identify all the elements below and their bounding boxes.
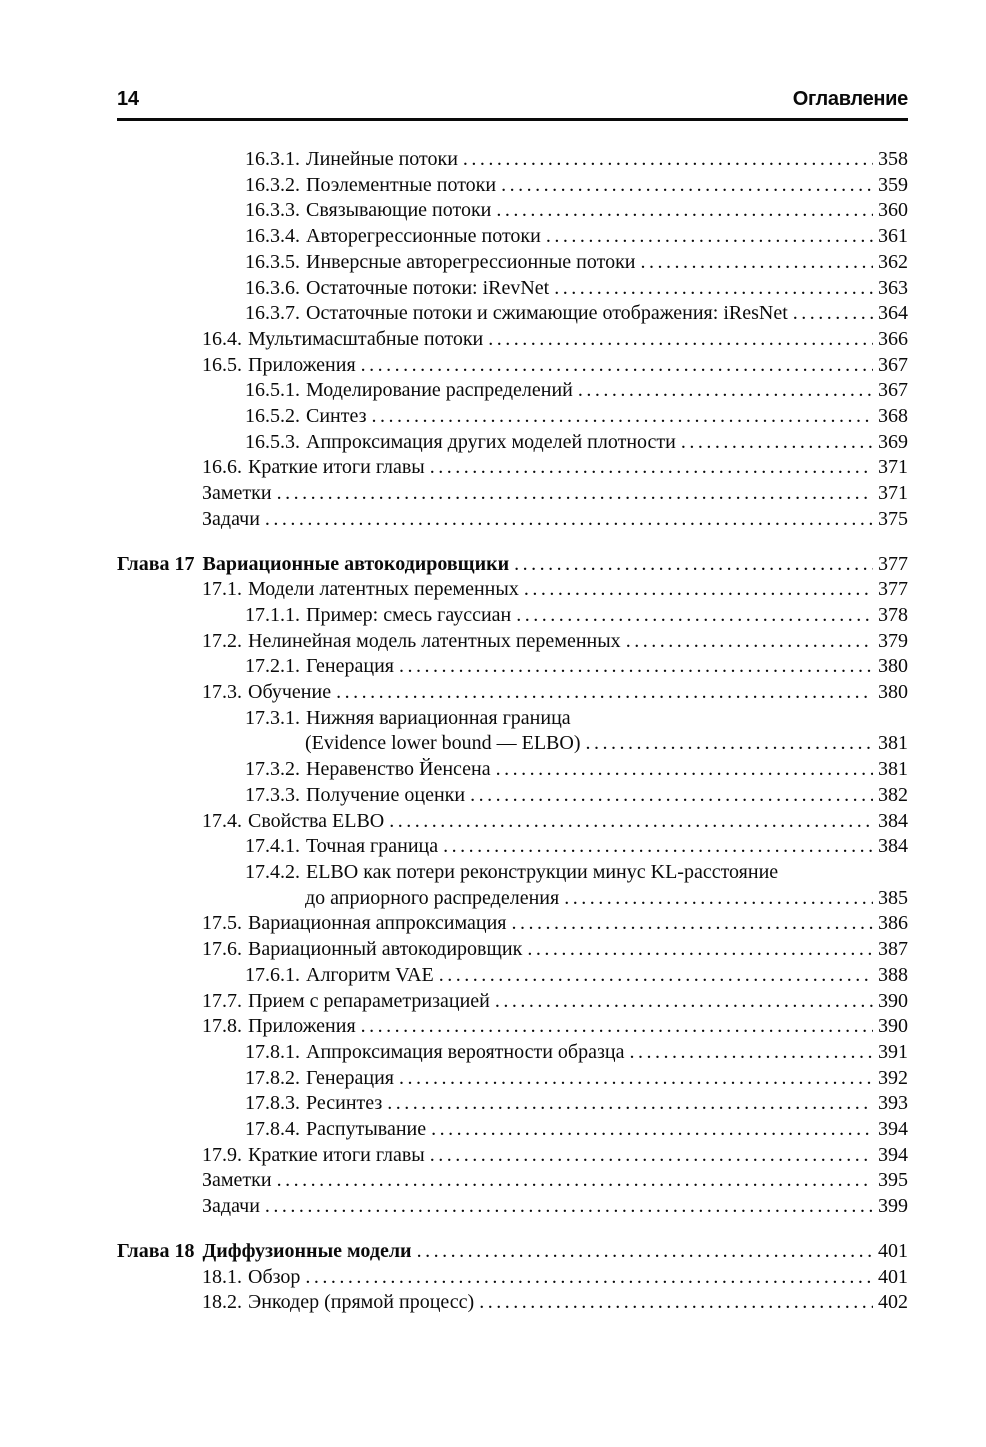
toc-entry (117, 1091, 908, 1117)
dot-leader (470, 783, 873, 809)
toc-entry (117, 1265, 908, 1291)
entry-title: Вариационная аппроксимация (248, 912, 507, 935)
dot-leader (501, 173, 873, 199)
entry-title: Алгоритм VAE (306, 963, 434, 986)
toc-entry (117, 783, 908, 809)
entry-page: 363 (878, 276, 908, 299)
entry-page: 384 (878, 835, 908, 858)
entry-number: 17.8.1. (245, 1040, 300, 1063)
page-number: 14 (117, 88, 139, 110)
entry-title: Краткие итоги главы (248, 456, 425, 479)
entry-title: Заметки (202, 1169, 272, 1192)
toc-entry (117, 1143, 908, 1169)
dot-leader (399, 1066, 873, 1092)
entry-number: 17.8.4. (245, 1118, 300, 1141)
entry-number: 16.3.6. (245, 276, 300, 299)
dot-leader (277, 481, 873, 507)
entry-title: Модели латентных переменных (248, 578, 519, 601)
entry-title: Аппроксимация вероятности образца (306, 1040, 625, 1063)
entry-page: 369 (878, 430, 908, 453)
entry-page: 390 (878, 989, 908, 1012)
toc-entry (117, 809, 908, 835)
entry-title: Энкодер (прямой процесс) (248, 1291, 475, 1314)
entry-number: 17.2.1. (245, 655, 300, 678)
entry-title: Остаточные потоки: iRevNet (306, 276, 550, 299)
toc-entry (117, 706, 908, 732)
entry-title: Заметки (202, 482, 272, 505)
entry-title: Поэлементные потоки (306, 173, 497, 196)
dot-leader (431, 1117, 873, 1143)
entry-page: 361 (878, 225, 908, 248)
dot-leader (524, 577, 873, 603)
entry-page: 381 (878, 732, 908, 755)
entry-page: 368 (878, 405, 908, 428)
toc-entry (117, 276, 908, 302)
toc-entry (117, 963, 908, 989)
dot-leader (578, 378, 873, 404)
toc-entry (117, 731, 908, 757)
dot-leader (554, 276, 873, 302)
entry-page: 377 (878, 578, 908, 601)
entry-title: Обзор (248, 1265, 301, 1288)
entry-page: 371 (878, 482, 908, 505)
toc-entry (117, 1239, 908, 1265)
dot-leader (463, 147, 873, 173)
dot-leader (389, 809, 873, 835)
entry-number: 16.6. (202, 456, 242, 479)
entry-number: 16.3.1. (245, 148, 300, 170)
dot-leader (629, 1040, 873, 1066)
dot-leader (443, 834, 873, 860)
dot-leader (546, 224, 873, 250)
toc-entry (117, 1066, 908, 1092)
dot-leader (793, 301, 873, 327)
entry-number: 17.5. (202, 912, 242, 935)
entry-title: Остаточные потоки и сжимающие отображения: iResNet (306, 302, 788, 325)
dot-leader (564, 886, 873, 912)
dot-leader (336, 680, 873, 706)
entry-title: Вариационные автокодировщики (202, 552, 510, 575)
entry-number: 17.4.2. (245, 860, 300, 883)
entry-page: 381 (878, 758, 908, 781)
entry-title: Неравенство Йенсена (306, 758, 491, 781)
entry-number: 17.8. (202, 1015, 242, 1038)
entry-page: 401 (878, 1239, 908, 1262)
entry-number: 17.8.3. (245, 1092, 300, 1115)
dot-leader (265, 1194, 873, 1220)
toc-entry (117, 455, 908, 481)
dot-leader (495, 989, 873, 1015)
entry-title: Краткие итоги главы (248, 1143, 425, 1166)
entry-number: 16.4. (202, 327, 242, 350)
entry-number: 17.4. (202, 809, 242, 832)
toc-entry (117, 911, 908, 937)
toc-entry (117, 198, 908, 224)
dot-leader (512, 911, 873, 937)
dot-leader (439, 963, 873, 989)
toc-entry (117, 886, 908, 912)
dot-leader (361, 1014, 873, 1040)
entry-number: 17.6.1. (245, 963, 300, 986)
toc-entry (117, 1014, 908, 1040)
entry-title: Аппроксимация других моделей плотности (306, 430, 676, 453)
entry-title: Задачи (202, 1195, 260, 1218)
dot-leader (488, 327, 873, 353)
entry-title: Приложения (248, 353, 356, 376)
entry-number: 17.7. (202, 989, 242, 1012)
dot-leader (681, 430, 873, 456)
toc-entry (117, 250, 908, 276)
dot-leader (496, 198, 873, 224)
entry-page: 385 (878, 886, 908, 909)
dot-leader (496, 757, 873, 783)
dot-leader (372, 404, 873, 430)
entry-number: 16.3.7. (245, 302, 300, 325)
entry-title: Генерация (306, 655, 394, 678)
entry-page: 387 (878, 938, 908, 961)
toc-entry (117, 1040, 908, 1066)
toc-entry (117, 147, 908, 173)
toc-entry (117, 860, 908, 886)
dot-leader (514, 552, 873, 578)
entry-page: 380 (878, 655, 908, 678)
dot-leader (417, 1239, 873, 1265)
entry-title: до априорного распределения (305, 886, 560, 909)
entry-title: Получение оценки (306, 783, 466, 806)
entry-number: 16.5.1. (245, 379, 300, 402)
toc-entry (117, 507, 908, 533)
entry-title: Пример: смесь гауссиан (306, 603, 512, 626)
entry-title: Вариационный автокодировщик (248, 938, 523, 961)
toc-entry (117, 173, 908, 199)
entry-page: 359 (878, 173, 908, 196)
entry-number: 16.5.3. (245, 430, 300, 453)
entry-number: 17.1. (202, 578, 242, 601)
entry-number: 17.9. (202, 1143, 242, 1166)
entry-number: 17.2. (202, 629, 242, 652)
entry-page: 394 (878, 1118, 908, 1141)
toc-entry (117, 1117, 908, 1143)
dot-leader (479, 1290, 873, 1316)
entry-title: Моделирование распределений (306, 379, 573, 402)
entry-title: Синтез (306, 405, 367, 428)
toc-entry (117, 224, 908, 250)
dot-leader (305, 1265, 873, 1291)
entry-title: Линейные потоки (306, 148, 458, 170)
toc-entry (117, 378, 908, 404)
entry-page: 362 (878, 250, 908, 273)
dot-leader (430, 1143, 873, 1169)
dot-leader (527, 937, 873, 963)
entry-title: Приложения (248, 1015, 356, 1038)
entry-title: Свойства ELBO (248, 809, 385, 832)
entry-title: Авторегрессионные потоки (306, 225, 541, 248)
entry-page: 402 (878, 1291, 908, 1314)
entry-title: Задачи (202, 507, 260, 530)
entry-number: 17.3.2. (245, 758, 300, 781)
dot-leader (641, 250, 873, 276)
toc-entry (117, 430, 908, 456)
toc-entry (117, 552, 908, 578)
entry-page: 390 (878, 1015, 908, 1038)
entry-page: 366 (878, 327, 908, 350)
toc-entry (117, 577, 908, 603)
entry-page: 364 (878, 302, 908, 325)
dot-leader (399, 654, 873, 680)
dot-leader (626, 629, 873, 655)
entry-page: 401 (878, 1265, 908, 1288)
entry-number: 17.8.2. (245, 1066, 300, 1089)
entry-number: 16.3.4. (245, 225, 300, 248)
entry-number: 17.3.3. (245, 783, 300, 806)
header-rule (117, 118, 908, 121)
toc-entry (117, 353, 908, 379)
entry-number: 16.5.2. (245, 405, 300, 428)
entry-page: 386 (878, 912, 908, 935)
entry-title: Ресинтез (306, 1092, 383, 1115)
entry-title: Генерация (306, 1066, 394, 1089)
entry-page: 393 (878, 1092, 908, 1115)
entry-page: 367 (878, 379, 908, 402)
toc-entry (117, 834, 908, 860)
entry-number: 16.3.5. (245, 250, 300, 273)
entry-number: 16.5. (202, 353, 242, 376)
entry-title: (Evidence lower bound — ELBO) (305, 732, 581, 755)
dot-leader (516, 603, 873, 629)
toc-entry (117, 680, 908, 706)
entry-page: 378 (878, 603, 908, 626)
entry-number: Глава 18 (117, 1239, 195, 1262)
entry-number: 18.1. (202, 1265, 242, 1288)
toc-entry (117, 1194, 908, 1220)
entry-number: Глава 17 (117, 552, 195, 575)
toc-entry (117, 301, 908, 327)
entry-page: 384 (878, 809, 908, 832)
entry-page: 367 (878, 353, 908, 376)
running-title: Оглавление (792, 88, 908, 110)
entry-title: Обучение (248, 681, 332, 704)
toc-entry (117, 603, 908, 629)
toc-entry (117, 757, 908, 783)
entry-page: 380 (878, 681, 908, 704)
toc-entry (117, 1290, 908, 1316)
entry-page: 392 (878, 1066, 908, 1089)
entry-title: Связывающие потоки (306, 199, 492, 222)
toc-entry (117, 404, 908, 430)
page-header (117, 88, 908, 111)
entry-page: 358 (878, 148, 908, 170)
entry-page: 375 (878, 507, 908, 530)
toc-entry (117, 629, 908, 655)
entry-page: 382 (878, 783, 908, 806)
entry-number: 17.4.1. (245, 835, 300, 858)
toc-entry (117, 327, 908, 353)
entry-number: 17.3.1. (245, 706, 300, 729)
toc-entry (117, 654, 908, 680)
dot-leader (265, 507, 873, 533)
entry-page: 371 (878, 456, 908, 479)
entry-title: Распутывание (306, 1118, 427, 1141)
entry-page: 360 (878, 199, 908, 222)
toc-entry (117, 481, 908, 507)
dot-leader (387, 1091, 873, 1117)
dot-leader (430, 455, 873, 481)
entry-page: 391 (878, 1040, 908, 1063)
entry-title: Точная граница (306, 835, 439, 858)
entry-number: 16.3.3. (245, 199, 300, 222)
entry-number: 17.1.1. (245, 603, 300, 626)
entry-title: Нижняя вариационная граница (306, 706, 571, 729)
entry-title: Нелинейная модель латентных переменных (248, 629, 621, 652)
entry-title: Диффузионные модели (202, 1239, 412, 1262)
dot-leader (361, 353, 873, 379)
dot-leader (277, 1168, 873, 1194)
entry-page: 388 (878, 963, 908, 986)
entry-number: 17.3. (202, 681, 242, 704)
toc-entry (117, 937, 908, 963)
entry-page: 395 (878, 1169, 908, 1192)
entry-number: 18.2. (202, 1291, 242, 1314)
entry-title: Прием с репараметризацией (248, 989, 490, 1012)
entry-page: 394 (878, 1143, 908, 1166)
entry-title: Мультимасштабные потоки (248, 327, 484, 350)
toc-list (117, 147, 908, 1316)
entry-page: 379 (878, 629, 908, 652)
dot-leader (585, 731, 873, 757)
entry-title: ELBO как потери реконструкции минус KL-расстояние (306, 860, 779, 883)
entry-number: 17.6. (202, 938, 242, 961)
toc-entry (117, 989, 908, 1015)
toc-entry (117, 1168, 908, 1194)
entry-title: Инверсные авторегрессионные потоки (306, 250, 636, 273)
entry-page: 399 (878, 1195, 908, 1218)
entry-number: 16.3.2. (245, 173, 300, 196)
entry-page: 377 (878, 552, 908, 575)
